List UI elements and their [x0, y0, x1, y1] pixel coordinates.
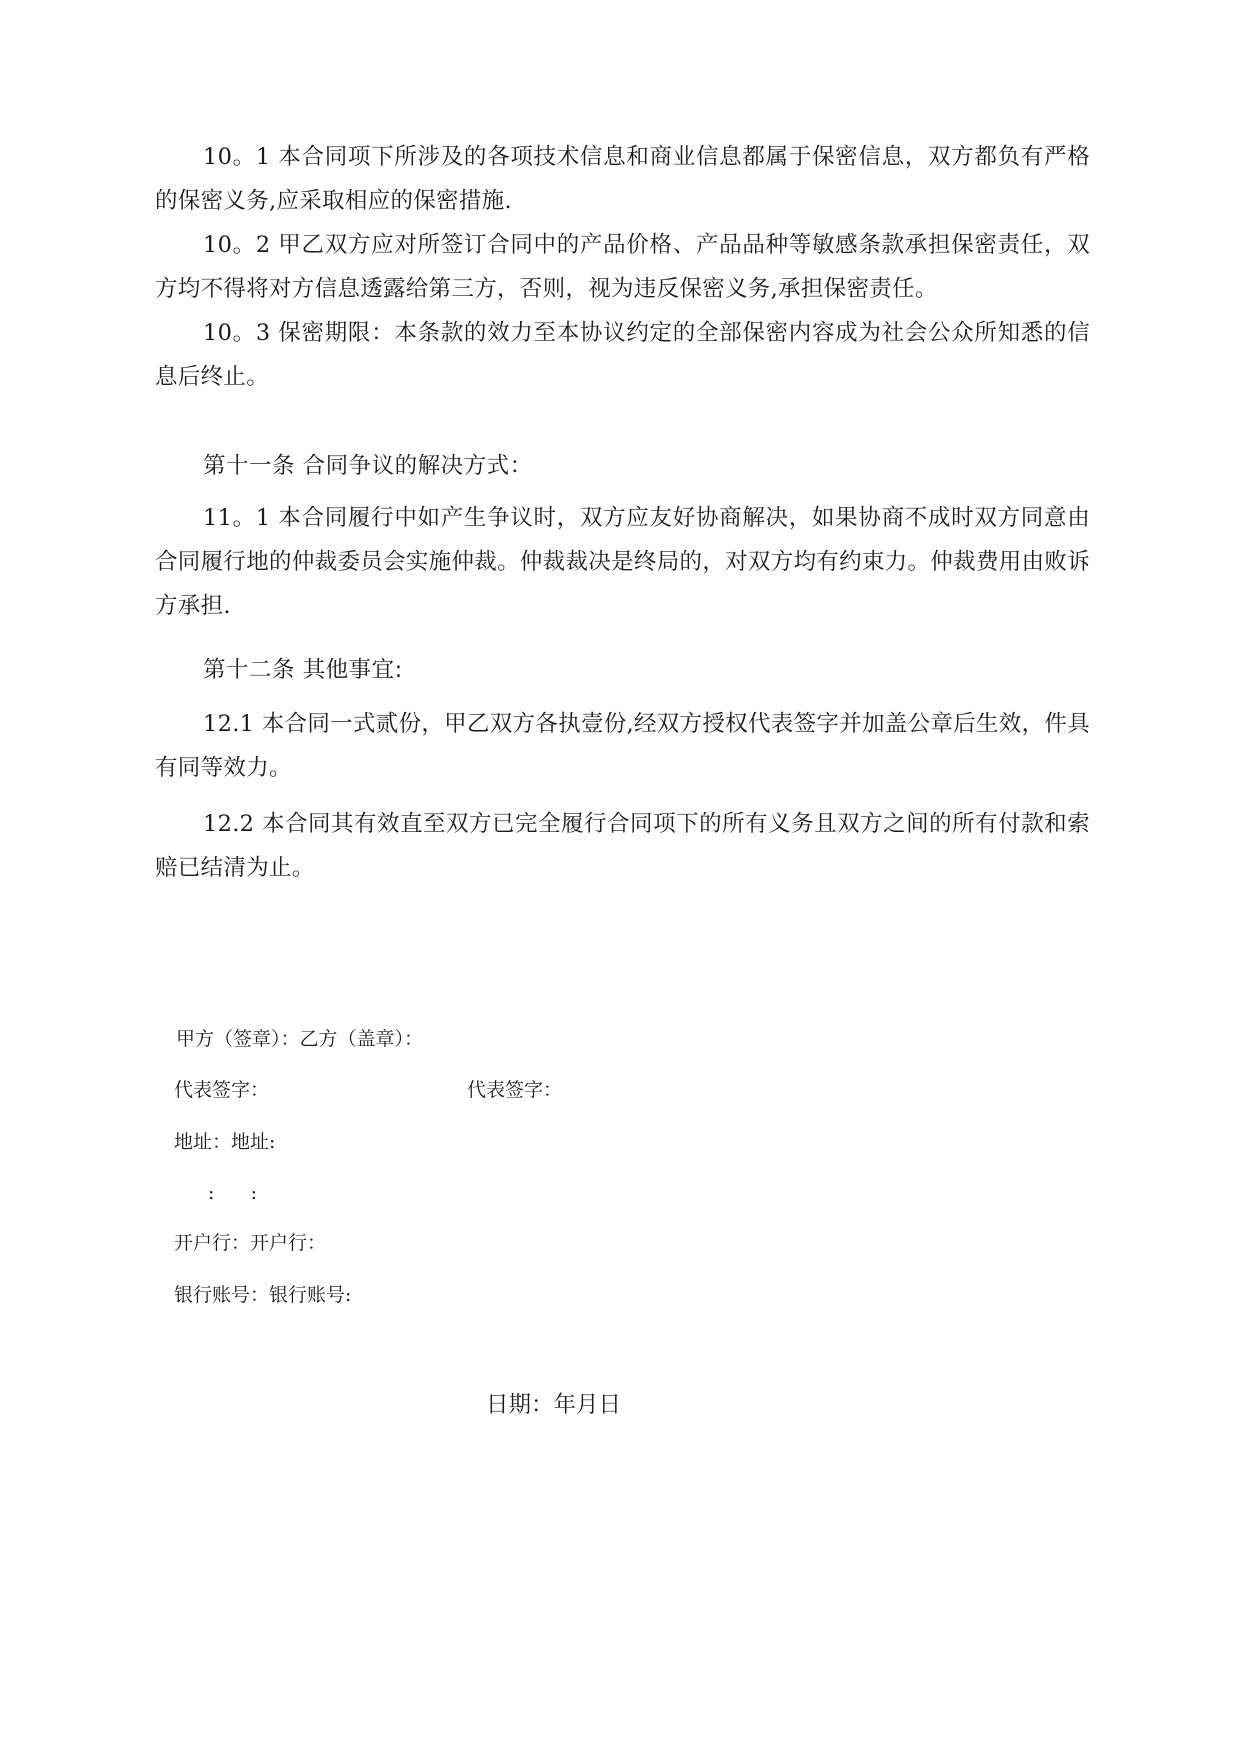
clause-12-2: 12.2 本合同其有效直至双方已完全履行合同项下的所有义务且双方之间的所有付款和索赔已结清为止。 [155, 811, 1090, 881]
signature-address: 地址：地址: [174, 1131, 276, 1153]
article-12-heading: 第十二条 其他事宜: [203, 657, 403, 683]
signature-bank: 开户行：开户行： [174, 1232, 327, 1254]
clause-10-2: 10。2 甲乙双方应对所签订合同中的产品价格、产品品种等敏感条款承担保密责任，双方均不得将对方信息透露给第三方，否则，视为违反保密义务,承担保密责任。 [155, 232, 1090, 302]
signature-parties: 甲方（签章）：乙方（盖章）： [176, 1028, 424, 1050]
signature-colons: : : [208, 1182, 258, 1204]
signature-rep-b: 代表签字： [467, 1079, 563, 1101]
signature-account: 银行账号：银行账号: [174, 1284, 352, 1306]
signature-rep-a: 代表签字： [174, 1079, 270, 1101]
clause-11-1: 11。1 本合同履行中如产生争议时，双方应友好协商解决，如果协商不成时双方同意由合同履行地的仲裁委员会实施仲裁。仲裁裁决是终局的，对双方均有约束力。仲裁费用由败诉方承担. [155, 505, 1090, 619]
clause-10-1: 10。1 本合同项下所涉及的各项技术信息和商业信息都属于保密信息，双方都负有严格的保密义务,应采取相应的保密措施. [155, 144, 1090, 214]
article-11-heading: 第十一条 合同争议的解决方式： [203, 453, 533, 479]
signing-date: 日期：年月日 [486, 1392, 622, 1418]
clause-12-1: 12.1 本合同一式贰份，甲乙双方各执壹份,经双方授权代表签字并加盖公章后生效，件具有同等效力。 [155, 711, 1091, 781]
clause-10-3: 10。3 保密期限：本条款的效力至本协议约定的全部保密内容成为社会公众所知悉的信息后终止。 [155, 320, 1090, 390]
